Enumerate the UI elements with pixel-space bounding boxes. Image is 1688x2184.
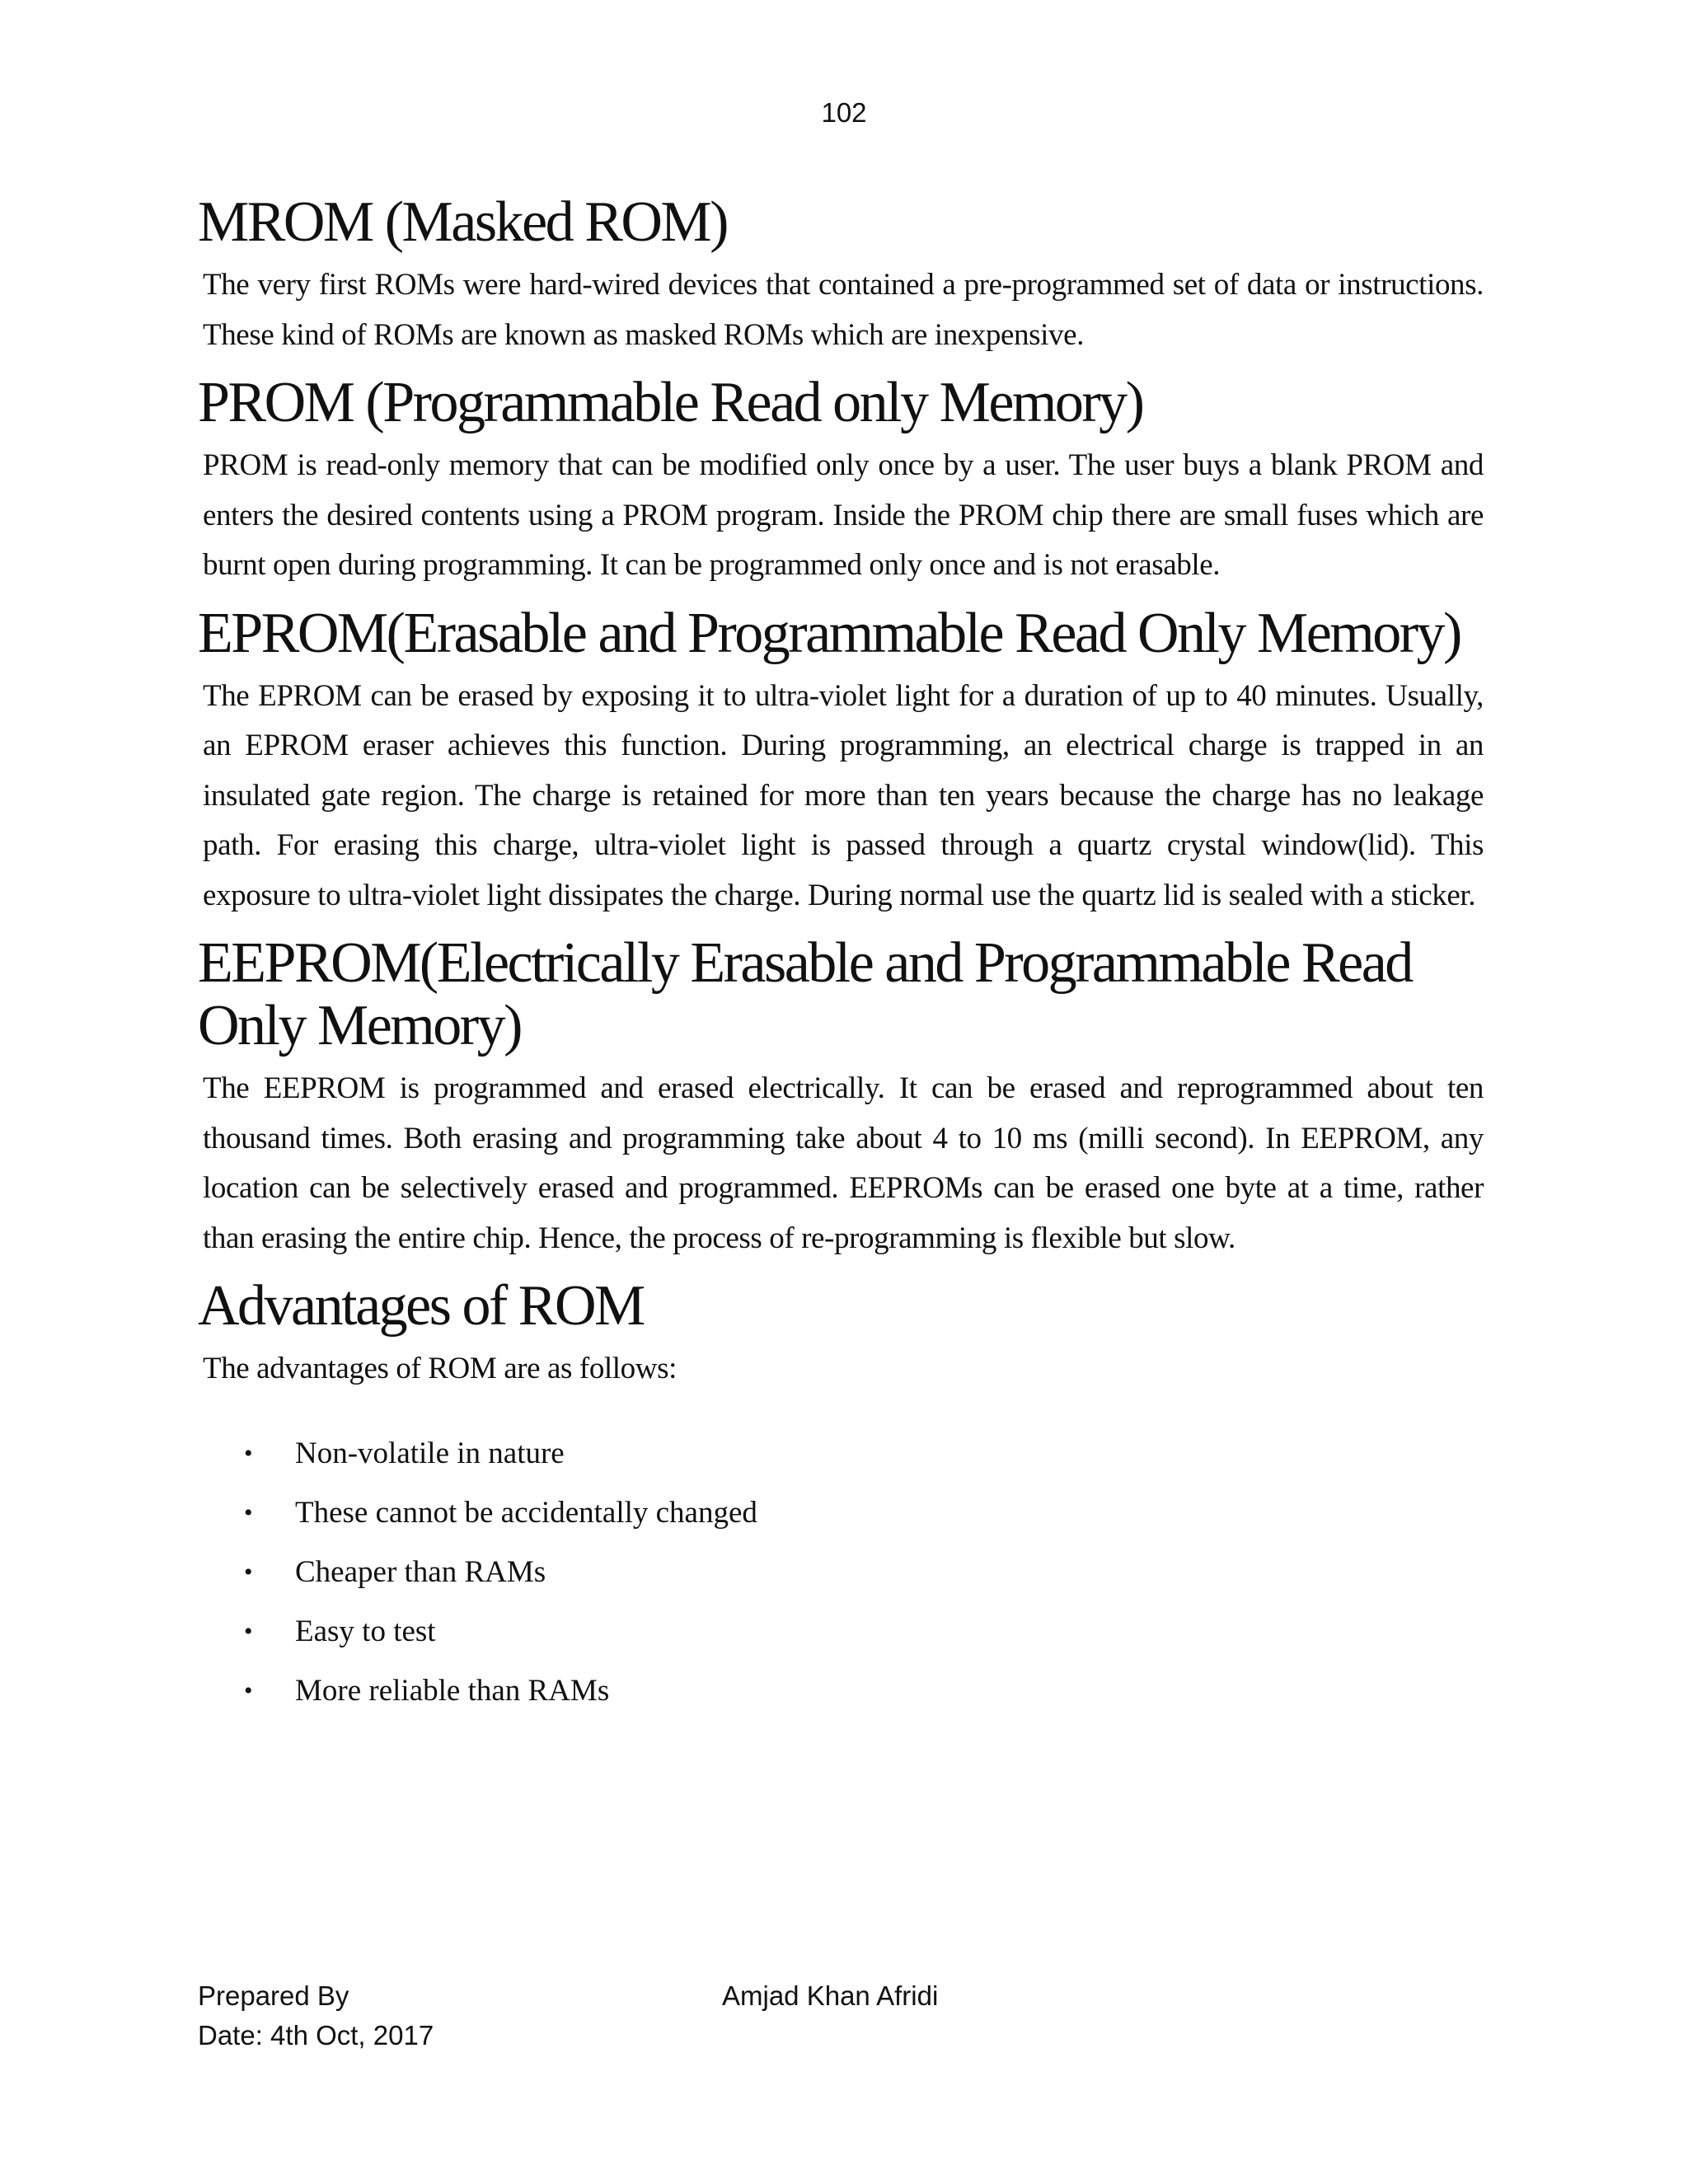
heading-eeprom: EEPROM(Electrically Erasable and Programmable Read Only Memory) <box>198 931 1412 1057</box>
page-number: 102 <box>821 97 867 128</box>
list-item-text: More reliable than RAMs <box>295 1673 610 1708</box>
footer-author: Amjad Khan Afridi <box>722 1980 939 2011</box>
paragraph-eeprom: The EEPROM is programmed and erased electrically. It can be erased and reprogrammed about ten thousand times. Both erasing and programming take about 4 to 10 ms (milli second). In EEPROM, any location can be selectively erased and programmed. EEPROMs can be erased one byte at a time, rather than erasing the entire chip. Hence, the process of re-programming is flexible but slow. <box>203 1071 1484 1255</box>
list-item-text: Easy to test <box>295 1614 436 1648</box>
section-eeprom <box>198 932 1484 1263</box>
document-body <box>198 191 1484 1721</box>
footer-left <box>198 1976 434 2055</box>
bullet-icon: • <box>244 1498 253 1526</box>
bullet-icon: • <box>244 1558 253 1586</box>
footer-date: Date: 4th Oct, 2017 <box>198 2020 434 2050</box>
list-item <box>198 1661 1484 1721</box>
paragraph-eprom: The EPROM can be erased by exposing it to ultra-violet light for a duration of up to 40 minutes. Usually, an EPROM eraser achieves this function. During programming, an electrical charge is trapped in an insulated gate region. The charge is retained for more than ten years because the charge has no leakage path. For erasing this charge, ultra-violet light is passed through a quartz crystal window(lid). This exposure to ultra-violet light dissipates the charge. During normal use the quartz lid is sealed with a sticker. <box>203 678 1484 912</box>
list-item <box>198 1602 1484 1661</box>
heading-mrom: MROM (Masked ROM) <box>198 190 727 254</box>
paragraph-prom: PROM is read-only memory that can be modified only once by a user. The user buys a blank PROM and enters the desired contents using a PROM program. Inside the PROM chip there are small fuses which are burnt open during programming. It can be programmed only once and is not erasable. <box>203 448 1484 582</box>
heading-prom: PROM (Programmable Read only Memory) <box>198 371 1143 434</box>
list-item-text: Cheaper than RAMs <box>295 1554 546 1589</box>
list-item-text: These cannot be accidentally changed <box>295 1495 757 1530</box>
bullet-icon: • <box>244 1439 253 1467</box>
paragraph-mrom: The very first ROMs were hard-wired devices that contained a pre-programmed set of data or instructions. These kind of ROMs are known as masked ROMs which are inexpensive. <box>203 268 1484 352</box>
footer-prepared-by: Prepared By <box>198 1980 349 2011</box>
list-item-text: Non-volatile in nature <box>295 1436 565 1470</box>
list-item <box>198 1483 1484 1543</box>
bullet-icon: • <box>244 1617 253 1645</box>
list-item <box>198 1543 1484 1602</box>
heading-advantages: Advantages of ROM <box>198 1274 644 1338</box>
section-mrom <box>198 191 1484 360</box>
section-advantages <box>198 1275 1484 1721</box>
list-item <box>198 1424 1484 1483</box>
paragraph-advantages-intro: The advantages of ROM are as follows: <box>203 1352 677 1385</box>
advantages-list <box>198 1424 1484 1721</box>
heading-eprom: EPROM(Erasable and Programmable Read Only Memory) <box>198 601 1461 665</box>
section-eprom <box>198 602 1484 921</box>
section-prom <box>198 372 1484 591</box>
bullet-icon: • <box>244 1676 253 1704</box>
